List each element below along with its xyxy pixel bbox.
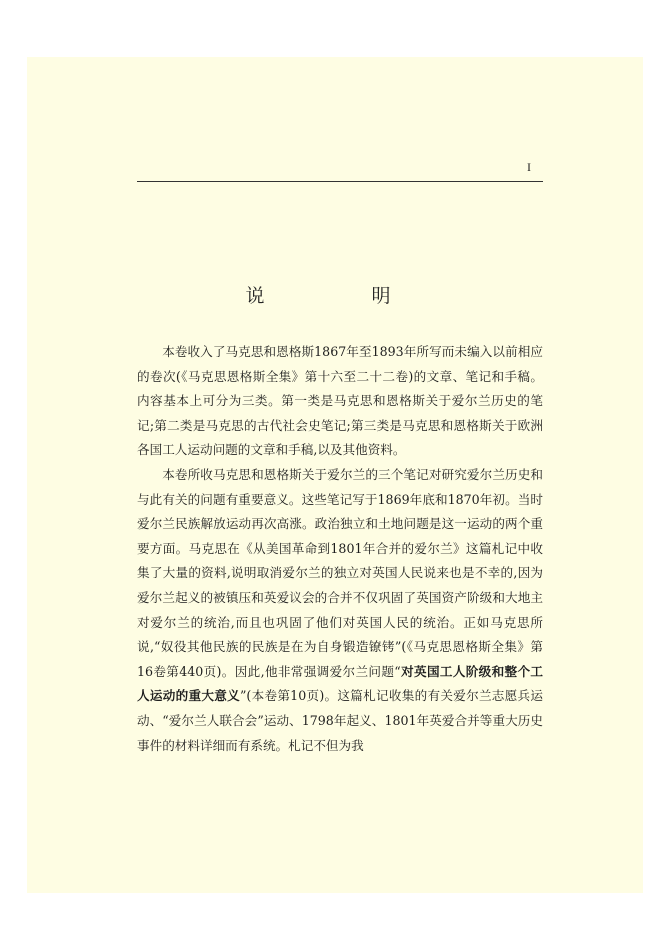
paragraph-2 [137, 463, 543, 758]
header-rule [137, 181, 543, 182]
page-title: 说 明 [245, 285, 435, 307]
body-text [137, 340, 543, 758]
page-sheet [27, 57, 643, 893]
page-number: I [527, 160, 531, 174]
paragraph-1: 本卷收入了马克思和恩格斯1867年至1893年所写而未编入以前相应的卷次(《马克思恩格斯全集》第十六至二十二卷)的文章、笔记和手稿。内容基本上可分为三类。第一类是马克思和恩格斯关于爱尔兰历史的笔记;第二类是马克思的古代社会史笔记;第三类是马克思和恩格斯关于欧洲各国工人运动问题的文章和手稿,以及其他资料。 [137, 344, 543, 458]
paragraph-2-text-before: 本卷所收马克思和恩格斯关于爱尔兰的三个笔记对研究爱尔兰历史和与此有关的问题有重要意义。这些笔记写于1869年底和1870年初。当时爱尔兰民族解放运动再次高涨。政治独立和土地问题是这一运动的两个重要方面。马克思在《从美国革命到1801年合并的爱尔兰》这篇札记中收集了大量的资料,说明取消爱尔兰的独立对英国人民说来也是不幸的,因为爱尔兰起义的被镇压和英爱议会的合并不仅巩固了英国资产阶级和大地主对爱尔兰的统治,而且也巩固了他们对英国人民的统治。正如马克思所说,“奴役其他民族的民族是在为自身锻造镣铐”(《马克思恩格斯全集》第16卷第440页)。因此,他非常强调爱尔兰问题“ [137, 466, 543, 679]
paragraph-2-text-after: ”(本卷第10页)。这篇札记收集的有关爱尔兰志愿兵运动、“爱尔兰人联合会”运动、1798年起义、1801年英爱合并等重大历史事件的材料详细而有系统。札记不但为我 [137, 688, 544, 753]
paragraph-2-bold-quote: 对英国工人阶级和整个工人运动的重大意义 [137, 663, 544, 704]
